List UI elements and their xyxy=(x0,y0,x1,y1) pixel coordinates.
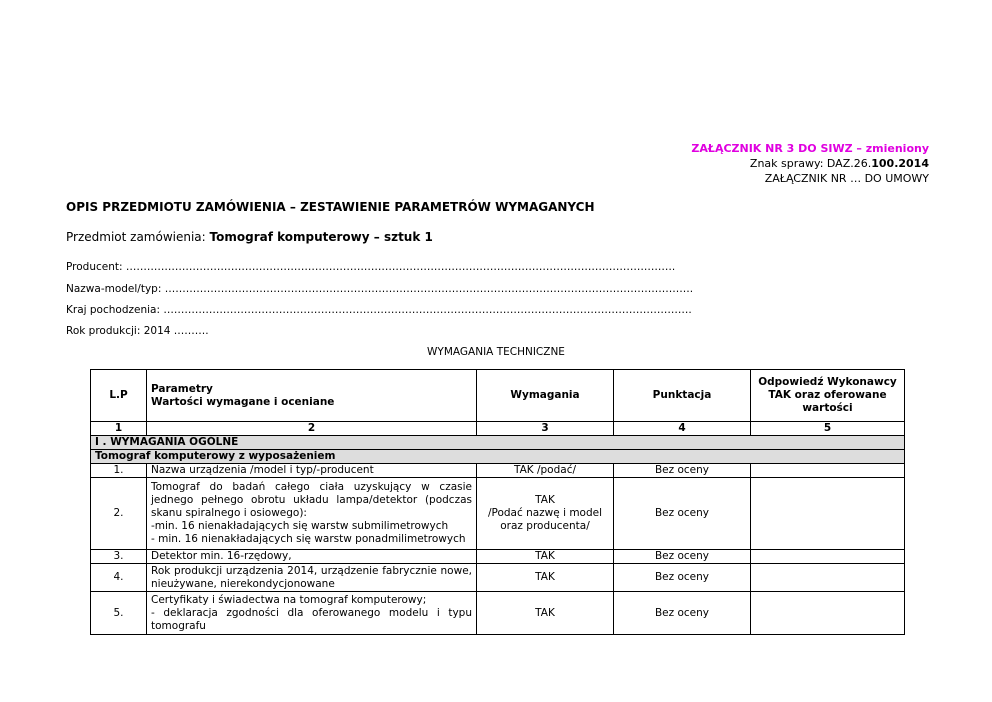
row-scoring: Bez oceny xyxy=(614,464,751,478)
parameter-line: Rok produkcji urządzenia 2014, urządzenie fabrycznie nowe, nieużywane, nierekondycjonowane xyxy=(151,564,472,590)
row-lp: 3. xyxy=(91,550,147,564)
row-lp: 5. xyxy=(91,592,147,635)
parameter-line: -min. 16 nienakładających się warstw submilimetrowych xyxy=(151,520,449,532)
parameter-line: Tomograf do badań całego ciała uzyskujący w czasie jednego pełnego obrotu układu lampa/detektor (podczas skanu spiralnego i osiowego): xyxy=(151,481,472,519)
column-number-row xyxy=(91,422,905,436)
row-scoring: Bez oceny xyxy=(614,550,751,564)
row-parameter xyxy=(147,550,477,564)
row-scoring: Bez oceny xyxy=(614,564,751,592)
requirement-line: TAK xyxy=(535,550,555,562)
section-title: I . WYMAGANIA OGÓLNE xyxy=(91,436,905,450)
requirement-line: TAK xyxy=(535,571,555,583)
row-requirement xyxy=(477,550,614,564)
table-header-row xyxy=(91,370,905,422)
production-year-field: Rok produkcji: 2014 ………. xyxy=(66,325,209,337)
col-header-lp: L.P xyxy=(91,370,147,422)
country-of-origin-field: Kraj pochodzenia: ……………………………………………………………………………………………………………………………………. xyxy=(66,304,692,316)
requirement-line: oraz producenta/ xyxy=(500,520,590,532)
annex-label: ZAŁĄCZNIK NR 3 DO SIWZ – zmieniony xyxy=(691,142,929,155)
contract-annex-label: ZAŁĄCZNIK NR … DO UMOWY xyxy=(764,172,929,185)
row-response-cell[interactable] xyxy=(751,592,905,635)
column-number: 1 xyxy=(91,422,147,436)
requirement-line: TAK xyxy=(535,494,555,506)
case-reference-prefix: Znak sprawy: DAZ.26. xyxy=(749,157,872,170)
row-requirement xyxy=(477,464,614,478)
column-number: 2 xyxy=(147,422,477,436)
parameter-line: - min. 16 nienakładających się warstw ponadmilimetrowych xyxy=(151,533,466,545)
document-title: OPIS PRZEDMIOTU ZAMÓWIENIA – ZESTAWIENIE PARAMETRÓW WYMAGANYCH xyxy=(66,200,595,214)
col-header-parameters-line2: Wartości wymagane i oceniane xyxy=(151,395,335,408)
row-parameter xyxy=(147,464,477,478)
col-header-scoring: Punktacja xyxy=(614,370,751,422)
row-response-cell[interactable] xyxy=(751,464,905,478)
row-parameter xyxy=(147,478,477,550)
parameter-line: - deklaracja zgodności dla oferowanego modelu i typu tomografu xyxy=(151,606,472,632)
row-response-cell[interactable] xyxy=(751,564,905,592)
row-requirement xyxy=(477,478,614,550)
order-subject xyxy=(66,230,433,244)
table-row xyxy=(91,564,905,592)
row-response-cell[interactable] xyxy=(751,478,905,550)
row-parameter xyxy=(147,592,477,635)
parameter-line: Certyfikaty i świadectwa na tomograf komputerowy; xyxy=(151,593,427,606)
model-type-field: Nazwa-model/typ: ……………………………………………………………………………………………………………………………………. xyxy=(66,283,694,295)
row-response-cell[interactable] xyxy=(751,550,905,564)
table-row xyxy=(91,478,905,550)
col-header-contractor-response xyxy=(751,370,905,422)
col-header-parameters-line1: Parametry xyxy=(151,382,213,395)
parameter-line: Detektor min. 16-rzędowy, xyxy=(151,550,292,562)
table-row xyxy=(91,464,905,478)
row-scoring: Bez oceny xyxy=(614,592,751,635)
col-header-parameters xyxy=(147,370,477,422)
section-row xyxy=(91,436,905,450)
subsection-row xyxy=(91,450,905,464)
row-requirement xyxy=(477,592,614,635)
col-header-requirements: Wymagania xyxy=(477,370,614,422)
col-header-response-line2: TAK oraz oferowane xyxy=(768,389,887,401)
row-lp: 2. xyxy=(91,478,147,550)
table-row xyxy=(91,550,905,564)
row-lp: 4. xyxy=(91,564,147,592)
requirement-line: TAK xyxy=(535,606,555,619)
case-reference xyxy=(750,156,929,171)
row-requirement xyxy=(477,564,614,592)
row-parameter xyxy=(147,564,477,592)
order-subject-label: Przedmiot zamówienia: xyxy=(66,230,210,244)
requirement-line: /Podać nazwę i model xyxy=(487,507,603,519)
col-header-response-line3: wartości xyxy=(802,402,853,414)
row-lp: 1. xyxy=(91,464,147,478)
order-subject-value: Tomograf komputerowy – sztuk 1 xyxy=(209,230,433,244)
row-scoring: Bez oceny xyxy=(614,478,751,550)
parameters-table xyxy=(90,369,905,635)
producer-field: Producent: …………………………………………………………………………………………………………………………………………. xyxy=(66,261,676,273)
col-header-response-line1: Odpowiedź Wykonawcy xyxy=(758,376,897,388)
parameter-line: Nazwa urządzenia /model i typ/-producent xyxy=(151,464,374,476)
technical-requirements-heading: WYMAGANIA TECHNICZNE xyxy=(427,346,565,358)
case-reference-number: 100.2014 xyxy=(871,157,929,170)
table-row xyxy=(91,592,905,635)
column-number: 3 xyxy=(477,422,614,436)
requirement-line: TAK /podać/ xyxy=(513,464,577,476)
column-number: 5 xyxy=(751,422,905,436)
subsection-title: Tomograf komputerowy z wyposażeniem xyxy=(91,450,905,464)
column-number: 4 xyxy=(614,422,751,436)
